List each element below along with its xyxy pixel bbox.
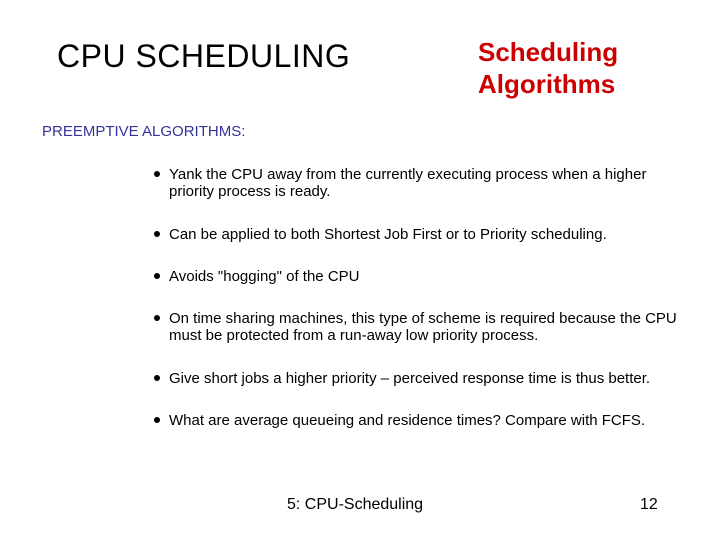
subheading: PREEMPTIVE ALGORITHMS: [42,123,246,140]
bullet-item [150,412,695,429]
bullet-item [150,310,695,344]
section-title [478,36,638,100]
bullet-icon [154,171,160,177]
bullet-icon [154,273,160,279]
bullet-text: On time sharing machines, this type of scheme is required because the CPU must be protected from a run-away low priority process. [169,310,677,344]
bullet-text: What are average queueing and residence times? Compare with FCFS. [169,412,646,429]
bullet-text: Yank the CPU away from the currently executing process when a higher priority process is ready. [169,166,647,200]
bullet-text: Avoids "hogging" of the CPU [169,268,360,285]
bullet-item [150,226,695,243]
bullet-item [150,166,695,200]
bullet-icon [154,375,160,381]
bullet-text: Give short jobs a higher priority – perceived response time is thus better. [169,370,651,387]
bullet-icon [154,231,160,237]
section-title-line-2: Algorithms [478,69,616,99]
bullet-text: Can be applied to both Shortest Job First or to Priority scheduling. [169,226,607,243]
page-number: 12 [640,496,658,513]
bullet-icon [154,315,160,321]
section-title-line-1: Scheduling [478,37,619,67]
footer-title: 5: CPU-Scheduling [287,496,424,513]
bullet-icon [154,417,160,423]
bullet-item [150,268,695,285]
slide-title: CPU SCHEDULING [57,38,351,74]
bullet-item [150,370,695,387]
